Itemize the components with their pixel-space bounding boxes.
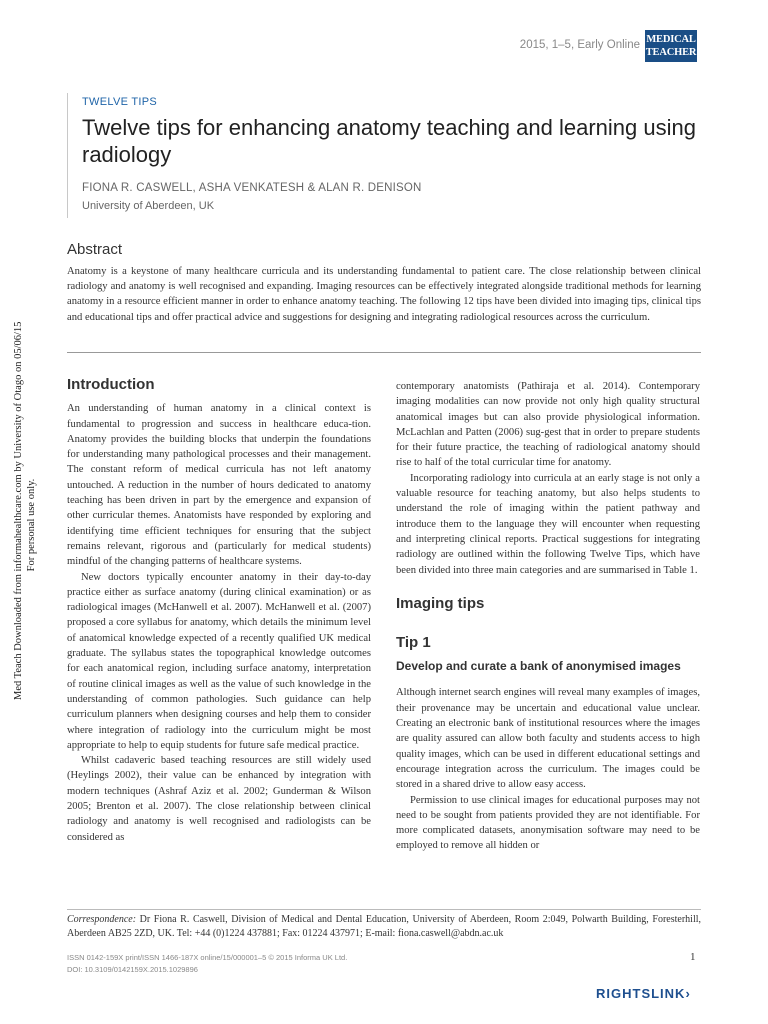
- rightslink-text: RIGHTSLINK: [596, 986, 686, 1001]
- introduction-heading: Introduction: [67, 376, 155, 393]
- logo-line-teacher: TEACHER: [645, 47, 697, 58]
- tip-1-paragraph-2: Permission to use clinical images for educational purposes may not need to be sought from patients provided they are not identifiable. For more complicated datasets, anonymisation software may need to be employed to remove all hidden or: [396, 794, 700, 852]
- right-paragraph-1: contemporary anatomists (Pathiraja et al. 2014). Contemporary imaging modalities can now provide not only high quality structural anatomical images but can also provide physiological information. McLachlan and Patten (2006) sug-gest that in order to prepare students for their future practice, the teaching of radiological anatomy should rise to half of the total curricular time for anatomy.: [396, 381, 700, 469]
- intro-paragraph-3: Whilst cadaveric based teaching resources are still widely used (Heylings 2002), their value can be enhanced by integration with modern techniques (Ashraf Aziz et al. 2002; Gunderman & Wilson 2005; Brenton et al. 2007). The close relationship between clinical radiology and anatomy is well recognised and radiologists can be considered as: [67, 755, 371, 843]
- imaging-tips-heading: Imaging tips: [396, 594, 485, 612]
- intro-paragraph-1: An understanding of human anatomy in a clinical context is fundamental to progression and success in healthcare educa-tion. Anatomy provides the building blocks that underpin the foundations for understanding many pathological processes and their management. The constant reform of medical curricula has not left anatomy untouched. A reduction in the number of hours dedicated to anatomy teaching has been driven in part by the emergence and expansion of other curricular themes. Anatomists have responded by exploring and identifying time efficient techniques for ensuring that the subject remains relevant, rigorous and (particularly for medical students) mindful of the changing patterns of healthcare systems.: [67, 403, 371, 568]
- journal-meta: 2015, 1–5, Early Online: [519, 39, 640, 51]
- right-column: [396, 379, 700, 854]
- footnote-divider: [67, 909, 701, 910]
- side-note-line1: Med Teach Downloaded from informahealthcare.com by University of Otago on 05/06/15: [13, 321, 24, 700]
- side-note-line2: For personal use only.: [26, 478, 37, 572]
- correspondence-text: Dr Fiona R. Caswell, Division of Medical and Dental Education, University of Aberdeen, Room 2:049, Polwarth Building, Foresterhill, Aberdeen AB25 2ZD, UK. Tel: +44 (0)1224 437881; Fax: 01224 437971; E-mail: fiona.caswell@abdn.ac.uk: [67, 914, 701, 939]
- download-side-note: [5, 321, 45, 700]
- tip-1-subheading: Develop and curate a bank of anonymised images: [396, 659, 681, 674]
- left-column: [67, 377, 371, 845]
- title-block-rule: [67, 93, 68, 218]
- rightslink-arrow-icon: ›: [685, 986, 691, 1001]
- logo-line-medical: MEDICAL: [646, 34, 696, 45]
- article-title: Twelve tips for enhancing anatomy teaching and learning using radiology: [82, 115, 696, 167]
- article-category: TWELVE TIPS: [82, 96, 158, 108]
- tip-1-paragraph-1: Although internet search engines will reveal many examples of images, their provenance may be uncertain and educational value unclear. Creating an electronic bank of institutional resources where the images are quality assured can allow both faculty and students access to high quality images, which can be used in different educational settings and encourage integration across the curriculum. The images could be stored in a shared drive to allow easy access.: [396, 687, 700, 791]
- abstract-divider: [67, 352, 701, 353]
- correspondence-note: [67, 913, 701, 941]
- issn-line: ISSN 0142-159X print/ISSN 1466-187X online/15/000001–5 © 2015 Informa UK Ltd.: [67, 953, 348, 962]
- article-affiliation: University of Aberdeen, UK: [82, 200, 215, 212]
- abstract-heading: Abstract: [67, 241, 123, 258]
- article-authors: FIONA R. CASWELL, ASHA VENKATESH & ALAN R. DENISON: [82, 182, 422, 194]
- intro-paragraph-2: New doctors typically encounter anatomy in their day-to-day practice either as surface anatomy (during clinical examination) or as radiological images (McHanwell et al. 2007). McHanwell et al. (2007) proposed a core syllabus for anatomy, which details the minimum level of anatomical knowledge expected of a recently qualified UK medical graduate. The syllabus states the topographical knowledge outcomes for each anatomical region, including surface anatomy, interpretation of routine clinical images as well as the value of such knowledge in the understanding of common pathologies. Such guidance can help curriculum planners when designing courses and help them to consider where integration of radiology into the curriculum might be most appropriate to help to equip students for future safe medical practice.: [67, 571, 371, 751]
- journal-logo: [645, 30, 697, 62]
- tip-1-heading: Tip 1: [396, 634, 431, 652]
- correspondence-label: Correspondence:: [67, 914, 137, 925]
- page-number: 1: [690, 951, 696, 963]
- right-paragraph-2: Incorporating radiology into curricula at an early stage is not only a valuable resource for teaching anatomy, but also helps students to understand the role of imaging within the patient pathway and introduce them to the language they will encounter when requesting and interpreting clinical reports. Practical suggestions for integrating radiology are outlined within the following Twelve Tips, which have been divided into three main categories and are summarised in Table 1.: [396, 472, 700, 576]
- doi-line: DOI: 10.3109/0142159X.2015.1029896: [67, 965, 198, 974]
- rightslink-logo: [596, 985, 756, 1011]
- abstract-text: Anatomy is a keystone of many healthcare curricula and its understanding fundamental to patient care. The close relationship between clinical radiology and anatomy is well recognised and expanding. Imaging resources can be effectively integrated alongside traditional methods for learning anatomy in a resource efficient manner in order to enhance anatomy teaching. The following 12 tips have been divided into imaging tips, clinical tips and educational tips and offer practical advice and suggestions for designing and integrating radiological resources across the curriculum.: [67, 266, 701, 323]
